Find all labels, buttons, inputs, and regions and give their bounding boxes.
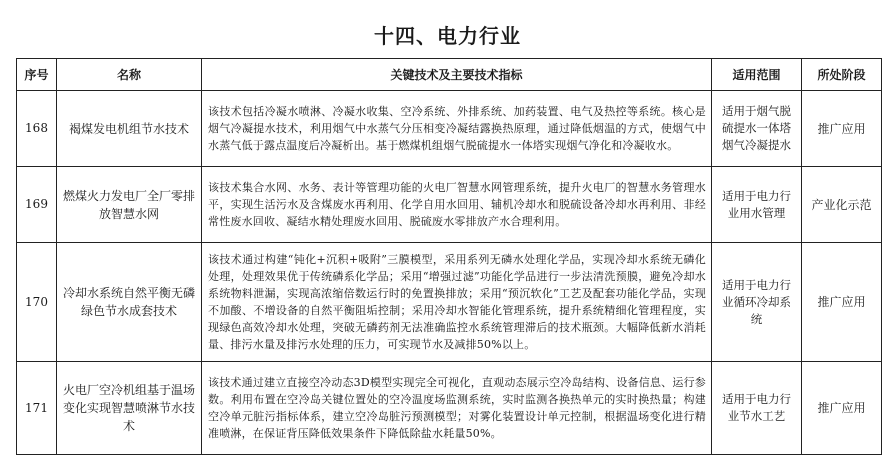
row-name: 冷却水系统自然平衡无磷绿色节水成套技术 [57, 243, 202, 362]
row-scope: 适用于电力行业用水管理 [712, 167, 802, 243]
row-num: 168 [17, 91, 57, 167]
header-name: 名称 [57, 59, 202, 91]
table-row [17, 167, 882, 243]
row-scope: 适用于烟气脱硫提水一体塔烟气冷凝提水 [712, 91, 802, 167]
row-desc: 该技术通过构建“钝化+沉积+吸附”三膜模型，采用系列无磷水处理化学品，实现冷却水系统无磷化处理，处理效果优于传统磷系化学品；采用“增强过滤”功能化学品进行一步法清洗预膜，避免冷却水系统物料泄漏，实现高浓缩倍数运行时的免置换排放；采用“预沉软化”工艺及配套功能化学品，实现不加酸、不增设备的自然平衡阻垢控制；采用冷却水智能化管理系统，提升系统精细化管理程度，实现绿色高效冷却水处理，突破无磷药剂无法准确监控水系统管理滞后的技术瓶颈。大幅降低新水消耗量、排污水量及排污水处理的压力，可实现节水及减排50%以上。 [202, 243, 712, 362]
table-row [17, 243, 882, 362]
row-stage: 推广应用 [802, 91, 882, 167]
header-num: 序号 [17, 59, 57, 91]
header-desc: 关键技术及主要技术指标 [202, 59, 712, 91]
row-desc: 该技术包括冷凝水喷淋、冷凝水收集、空冷系统、外排系统、加药装置、电气及热控等系统。核心是烟气冷凝提水技术，利用烟气中水蒸气分压相变冷凝结露换热原理，通过降低烟温的方式，使烟气中水蒸气低于露点温度后冷凝析出。基于燃煤机组烟气脱硫提水一体塔实现烟气净化和冷凝收水。 [202, 91, 712, 167]
row-name: 褐煤发电机组节水技术 [57, 91, 202, 167]
row-num: 170 [17, 243, 57, 362]
row-num: 169 [17, 167, 57, 243]
row-desc: 该技术集合水网、水务、表计等管理功能的火电厂智慧水网管理系统，提升火电厂的智慧水务管理水平，实现生活污水及含煤废水再利用、化学自用水回用、辅机冷却水和脱硫设备冷却水再利用、非经常性废水回收、凝结水精处理废水回用、脱硫废水零排放产水合理利用。 [202, 167, 712, 243]
header-scope: 适用范围 [712, 59, 802, 91]
row-name: 燃煤火力发电厂全厂零排放智慧水网 [57, 167, 202, 243]
row-num: 171 [17, 362, 57, 455]
table-header-row [17, 59, 882, 91]
row-scope: 适用于电力行业节水工艺 [712, 362, 802, 455]
header-stage: 所处阶段 [802, 59, 882, 91]
technology-table [16, 58, 882, 455]
row-stage: 推广应用 [802, 243, 882, 362]
table-row [17, 91, 882, 167]
section-title: 十四、电力行业 [374, 24, 521, 48]
table-row [17, 362, 882, 455]
row-desc: 该技术通过建立直接空冷动态3D模型实现完全可视化，直观动态展示空冷岛结构、设备信息、运行参数。利用布置在空冷岛关键位置处的空冷温度场监测系统，实时监测各换热单元的实时换热量；构建空冷单元脏污指标体系，建立空冷岛脏污预测模型；对雾化装置设计单元控制，根据温场变化进行精准喷淋，在保证背压降低效果条件下降低除盐水耗量50%。 [202, 362, 712, 455]
row-name: 火电厂空冷机组基于温场变化实现智慧喷淋节水技术 [57, 362, 202, 455]
row-scope: 适用于电力行业循环冷却系统 [712, 243, 802, 362]
row-stage: 推广应用 [802, 362, 882, 455]
row-stage: 产业化示范 [802, 167, 882, 243]
